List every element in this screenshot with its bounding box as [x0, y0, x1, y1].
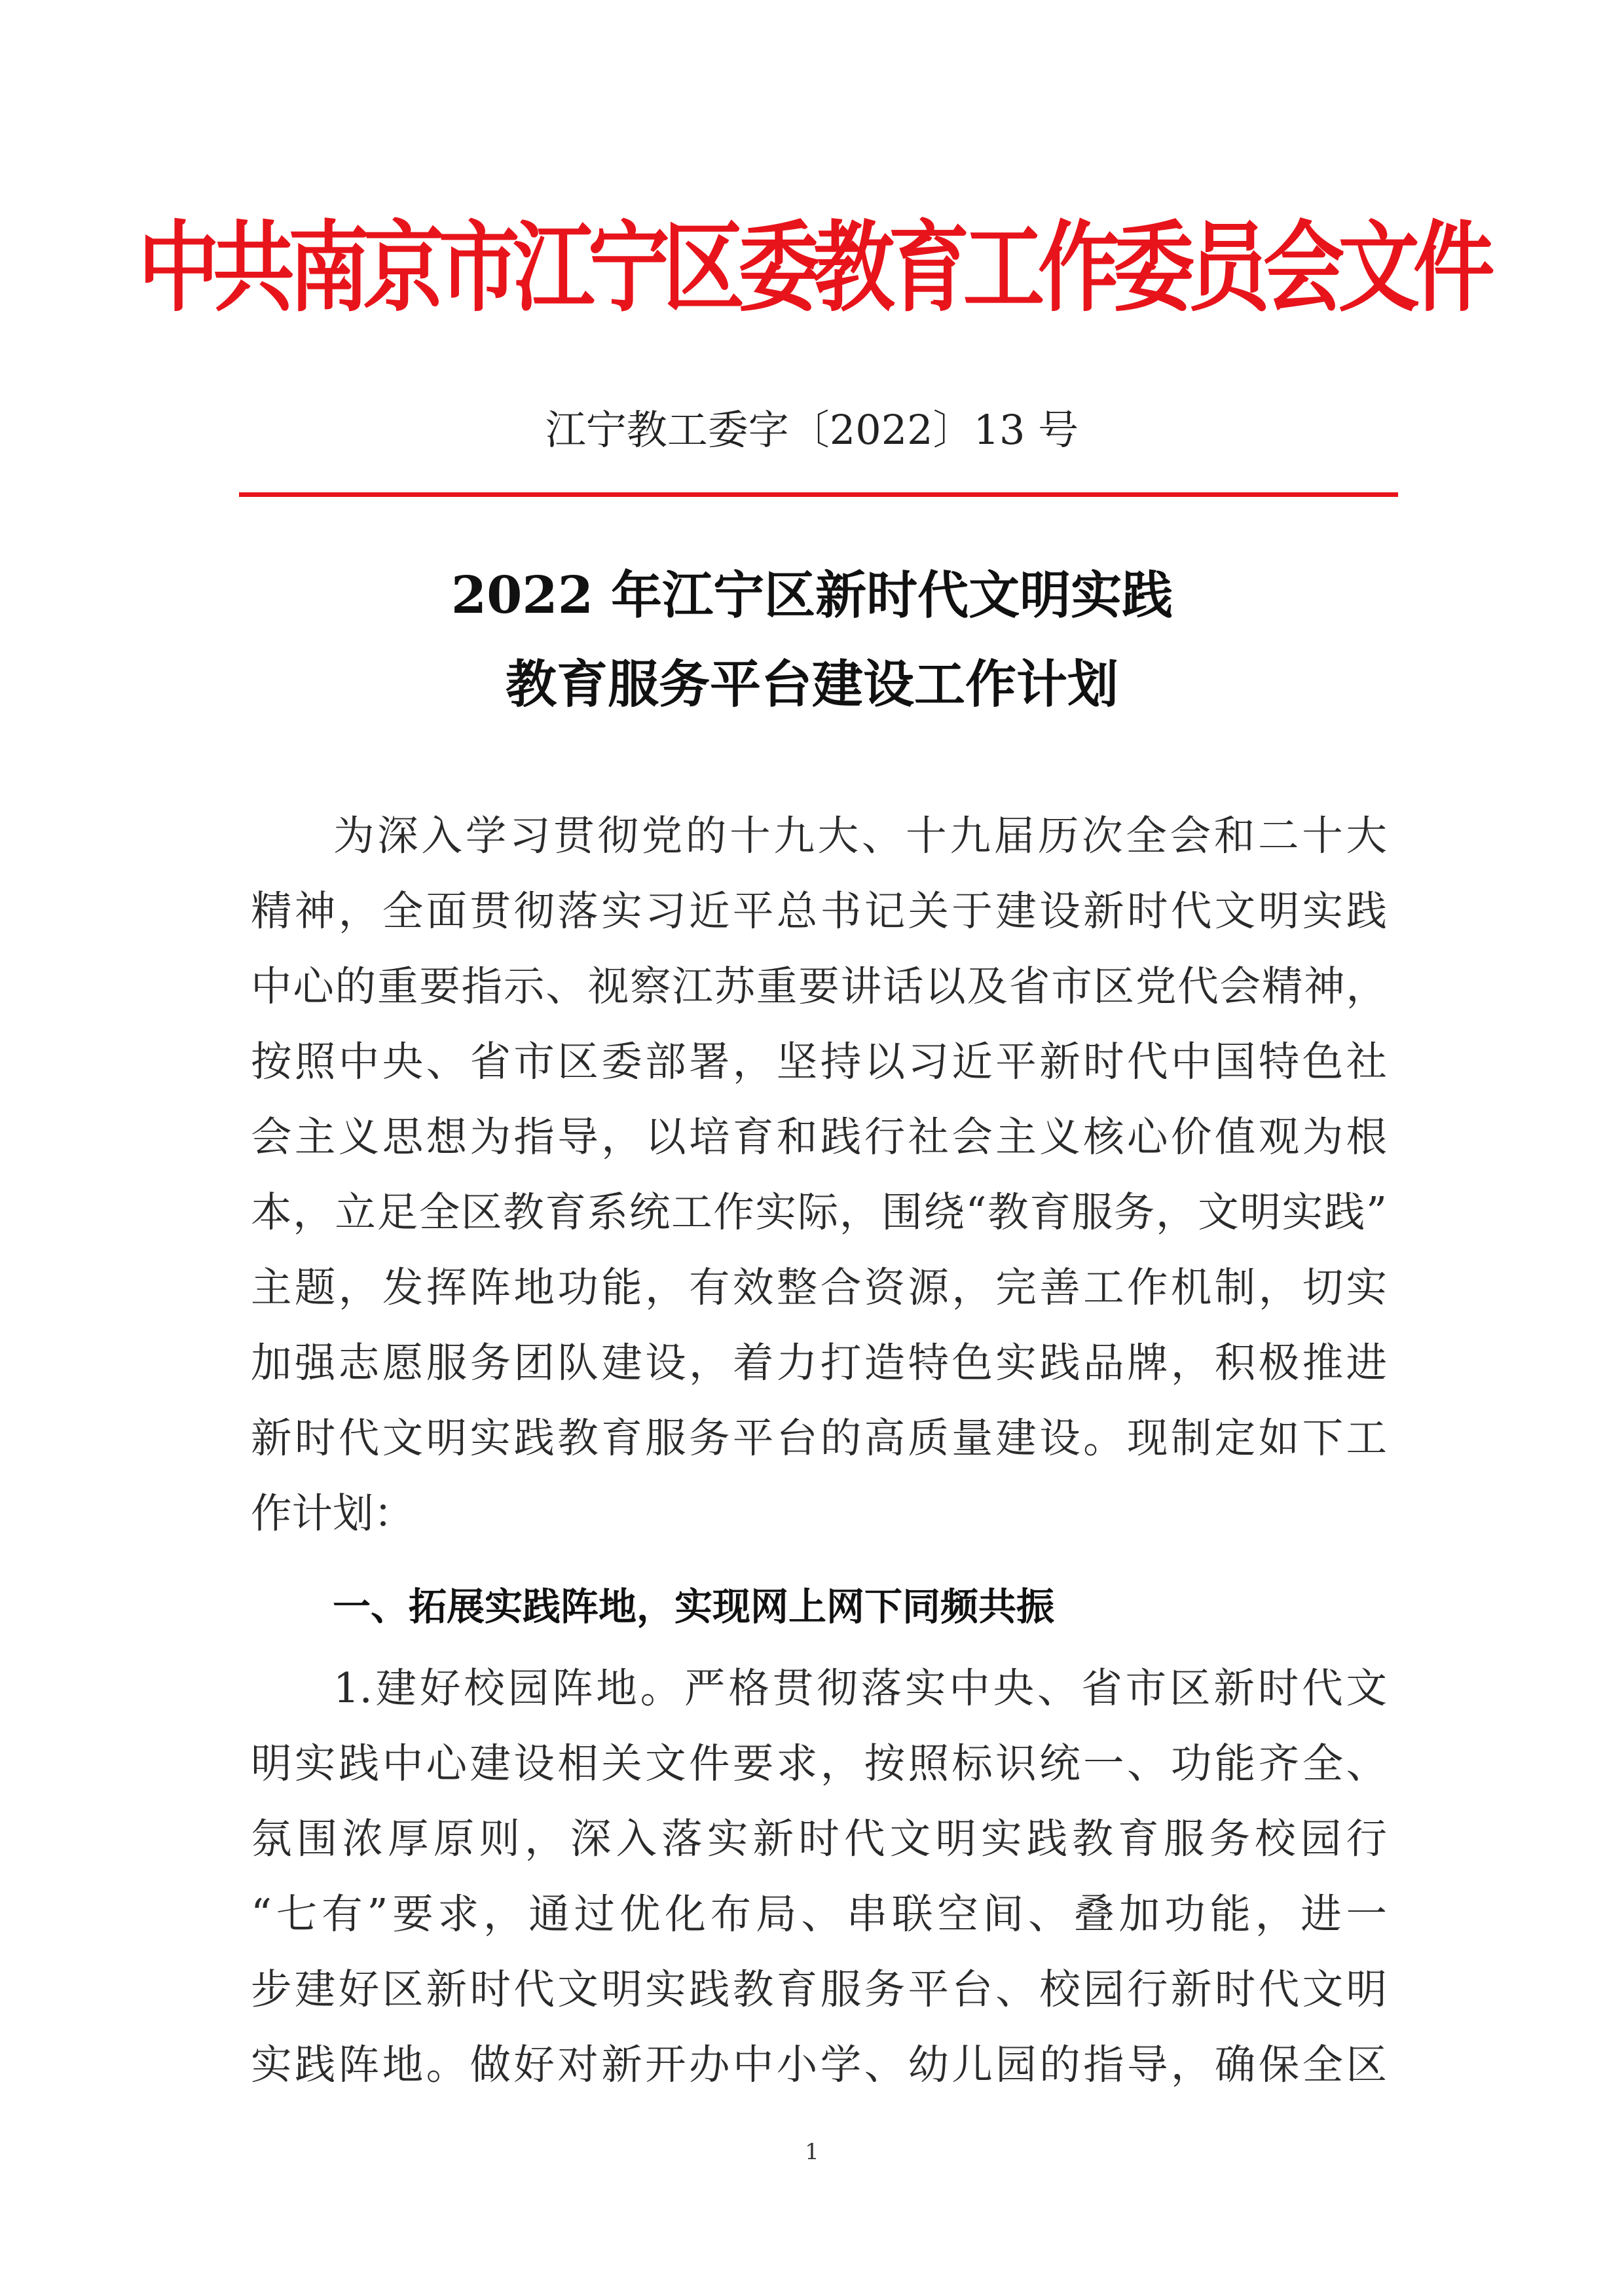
- document-title-line-1: 2022 年江宁区新时代文明实践: [451, 566, 1173, 625]
- section-1-paragraph-line: 明实践中心建设相关文件要求，按照标识统一、功能齐全、: [251, 1740, 1387, 1787]
- document-title-line-2: 教育服务平台建设工作计划: [505, 655, 1118, 714]
- intro-paragraph-line: 加强志愿服务团队建设，着力打造特色实践品牌，积极推进: [251, 1339, 1387, 1387]
- section-1-heading: 一、拓展实践阵地，实现网上网下同频共振: [333, 1584, 1055, 1629]
- section-1-paragraph-line: 1.建好校园阵地。严格贯彻落实中央、省市区新时代文: [333, 1664, 1387, 1712]
- intro-paragraph-line: 精神，全面贯彻落实习近平总书记关于建设新时代文明实践: [251, 887, 1387, 935]
- red-separator-line: [239, 492, 1398, 497]
- section-1-paragraph-line: 实践阵地。做好对新开办中小学、幼儿园的指导，确保全区: [251, 2041, 1387, 2088]
- masthead-title: 中共南京市江宁区委教育工作委员会文件: [138, 211, 1488, 325]
- intro-paragraph-line: 作计划：: [251, 1489, 415, 1537]
- intro-paragraph-line: 中心的重要指示、视察江苏重要讲话以及省市区党代会精神，: [251, 962, 1387, 1010]
- intro-paragraph-line: 按照中央、省市区委部署，坚持以习近平新时代中国特色社: [251, 1038, 1387, 1085]
- intro-paragraph-line: 新时代文明实践教育服务平台的高质量建设。现制定如下工: [251, 1414, 1387, 1462]
- page-number: 1: [805, 2139, 819, 2165]
- document-number: 江宁教工委字〔2022〕13 号: [545, 406, 1079, 454]
- section-1-paragraph-line: “七有”要求，通过优化布局、串联空间、叠加功能，进一: [251, 1890, 1387, 1938]
- intro-paragraph-line: 本，立足全区教育系统工作实际，围绕“教育服务，文明实践”: [251, 1188, 1387, 1236]
- intro-paragraph-line: 为深入学习贯彻党的十九大、十九届历次全会和二十大: [333, 812, 1387, 860]
- intro-paragraph-line: 会主义思想为指导，以培育和践行社会主义核心价值观为根: [251, 1113, 1387, 1161]
- section-1-paragraph-line: 步建好区新时代文明实践教育服务平台、校园行新时代文明: [251, 1965, 1387, 2013]
- section-1-paragraph-line: 氛围浓厚原则，深入落实新时代文明实践教育服务校园行: [251, 1815, 1387, 1863]
- intro-paragraph-line: 主题，发挥阵地功能，有效整合资源，完善工作机制，切实: [251, 1264, 1387, 1311]
